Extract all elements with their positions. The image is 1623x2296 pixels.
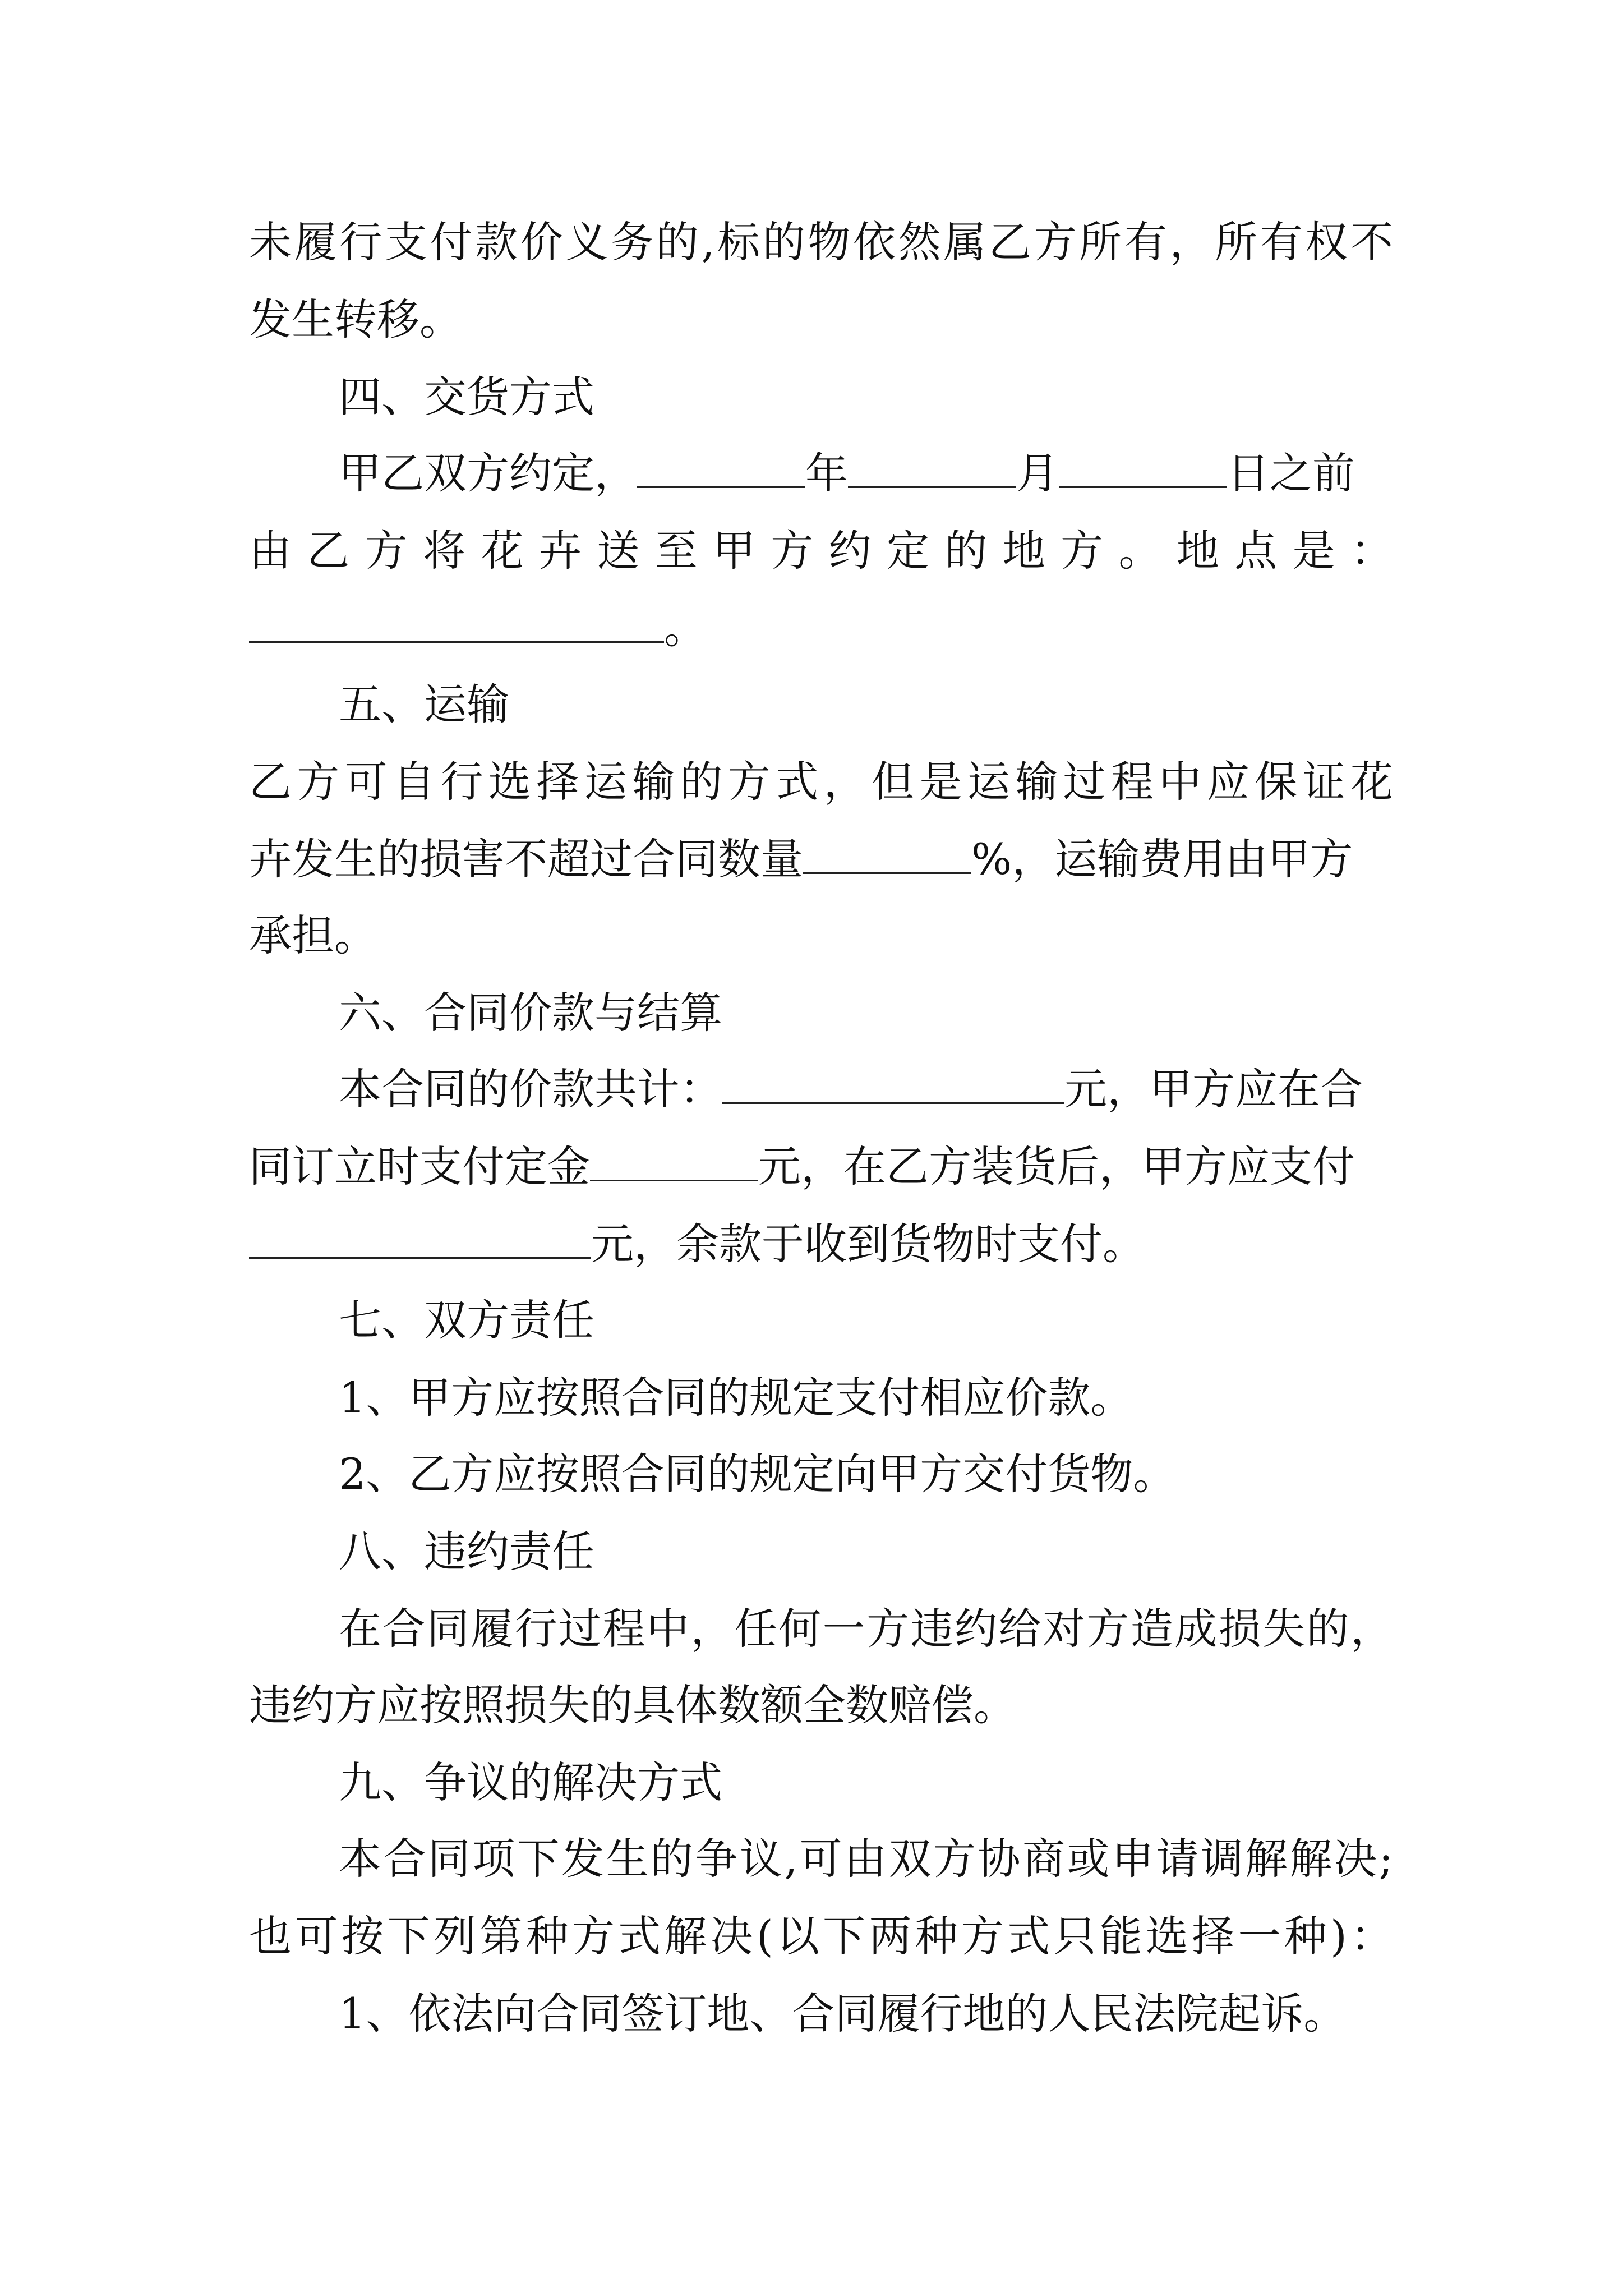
price-line-1 — [339, 1050, 1393, 1129]
transport-cost-text: %，运输费用由甲方 — [971, 834, 1353, 884]
delivery-place-line: 由乙方将花卉送至甲方约定的地方。地点是： — [249, 526, 1393, 576]
total-price-blank[interactable] — [722, 1062, 1064, 1104]
price-line-2 — [249, 1128, 1393, 1206]
section-5-heading: 五、运输 — [339, 679, 509, 729]
delivery-agreed-text: 甲乙双方约定， — [339, 448, 637, 498]
after-loading-text: 元，在乙方装货后，甲方应支付 — [758, 1142, 1355, 1191]
transport-damage-text: 卉发生的损害不超过合同数量 — [249, 834, 803, 884]
responsibility-item-2: 2、乙方应按照合同的规定向甲方交付货物。 — [339, 1449, 1176, 1499]
payment-blank[interactable] — [249, 1217, 591, 1259]
section-6-heading: 六、合同价款与结算 — [339, 988, 722, 1038]
day-label: 日之前 — [1227, 448, 1355, 498]
dispute-line-2: 也可按下列第种方式解决(以下两种方式只能选择一种)： — [249, 1911, 1393, 1961]
balance-text: 元，余款于收到货物时支付。 — [591, 1219, 1145, 1269]
section-9-heading: 九、争议的解决方式 — [339, 1757, 722, 1807]
year-blank[interactable] — [637, 446, 805, 488]
dispute-option-1: 1、依法向合同签订地、合同履行地的人民法院起诉。 — [339, 1989, 1347, 2039]
section-7-heading: 七、双方责任 — [339, 1295, 594, 1345]
delivery-place-blank[interactable] — [249, 601, 664, 643]
damage-percent-blank[interactable] — [803, 832, 971, 874]
section-8-heading: 八、违约责任 — [339, 1526, 594, 1576]
transport-line-2 — [249, 820, 1393, 899]
month-label: 月 — [1016, 448, 1059, 498]
year-label: 年 — [805, 448, 848, 498]
delivery-place-blank-line — [249, 589, 1393, 668]
price-line-3 — [249, 1205, 1393, 1283]
delivery-place-end: 。 — [664, 603, 707, 653]
transport-line-3: 承担。 — [249, 910, 377, 960]
dispute-line-1: 本合同项下发生的争议,可由双方协商或申请调解解决; — [339, 1834, 1393, 1884]
deposit-text: 同订立时支付定金 — [249, 1142, 590, 1191]
breach-line-1: 在合同履行过程中，任何一方违约给对方造成损失的， — [339, 1604, 1393, 1654]
price-total-unit: 元，甲方应在合 — [1064, 1064, 1363, 1114]
price-total-text: 本合同的价款共计： — [339, 1064, 722, 1114]
transport-line-1: 乙方可自行选择运输的方式，但是运输过程中应保证花 — [249, 757, 1393, 807]
delivery-date-line — [339, 434, 1393, 513]
ownership-clause-line-1: 未履行支付款价义务的,标的物依然属乙方所有，所有权不 — [249, 217, 1393, 267]
deposit-blank[interactable] — [590, 1139, 758, 1181]
section-4-heading: 四、交货方式 — [339, 372, 594, 422]
breach-line-2: 违约方应按照损失的具体数额全数赔偿。 — [249, 1680, 1016, 1730]
responsibility-item-1: 1、甲方应按照合同的规定支付相应价款。 — [339, 1373, 1133, 1423]
month-blank[interactable] — [848, 446, 1016, 488]
day-blank[interactable] — [1059, 446, 1227, 488]
ownership-clause-line-2: 发生转移。 — [249, 295, 462, 344]
